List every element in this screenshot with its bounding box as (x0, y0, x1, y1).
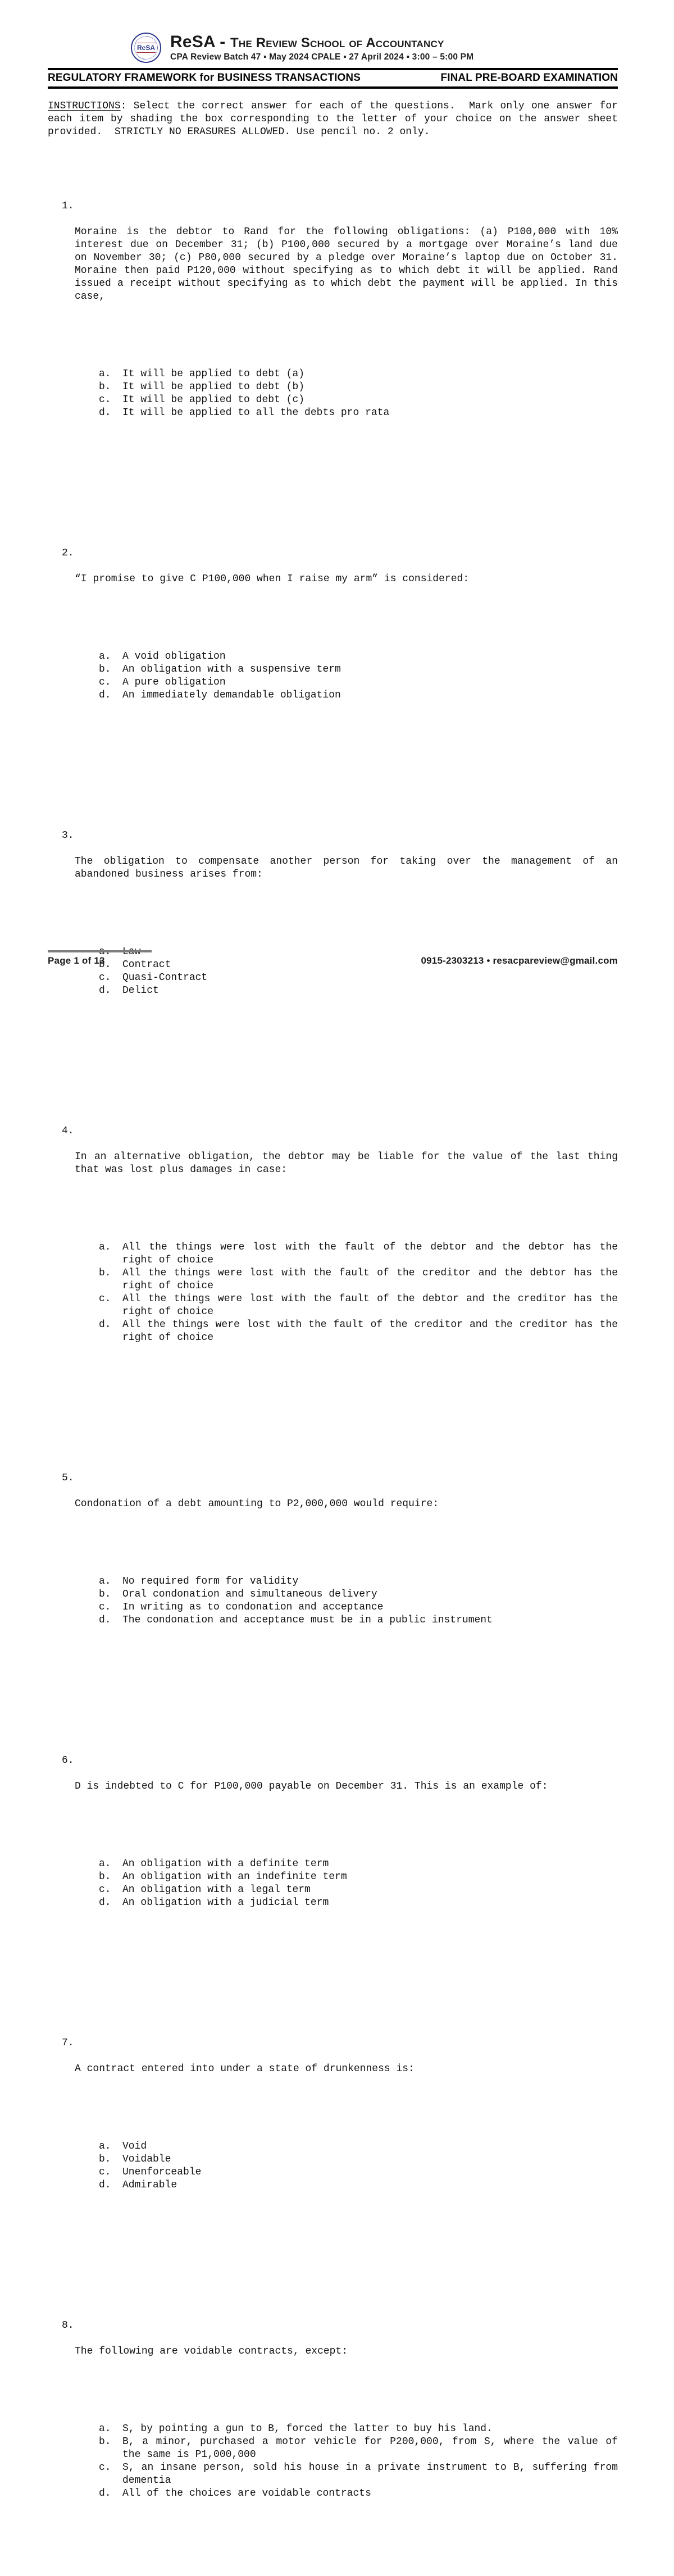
option-row (99, 1871, 618, 1884)
option-row (99, 1896, 618, 1909)
option-letter: c. (99, 972, 111, 983)
option-text: S, by pointing a gun to B, forced the latter to buy his land. (122, 2423, 493, 2434)
instructions-text: : Select the correct answer for each of the questions. Mark only one answer for each item by shading the box corresponding to the letter of your choice on the answer sheet provided. STRICTLY NO ERASURES ALLOWED. Use pencil no. 2 only. (48, 101, 624, 138)
question-row (48, 1472, 618, 1653)
option-letter: a. (99, 1242, 111, 1253)
option-letter: b. (99, 2154, 111, 2165)
option-text: Quasi-Contract (122, 972, 208, 983)
option-row (99, 2461, 624, 2487)
option-row (99, 984, 618, 997)
footer-left (48, 950, 152, 966)
question-row (48, 200, 624, 445)
option-letter: b. (99, 664, 111, 675)
question-number: 8. (62, 2320, 74, 2331)
option-row (99, 676, 618, 689)
option-text: A void obligation (122, 651, 226, 662)
question-number: 3. (62, 830, 74, 841)
resa-logo-text: ReSA (136, 44, 155, 52)
question-number: 5. (62, 1472, 74, 1484)
brand-resa: ReSA (170, 32, 215, 51)
option-letter: a. (99, 651, 111, 662)
question-text: The obligation to compensate another person for taking over the management of an abandoned business arises from: (75, 856, 624, 880)
document-header (48, 31, 618, 89)
subject-title: REGULATORY FRAMEWORK for BUSINESS TRANSACTIONS (48, 72, 361, 84)
option-text: All the things were lost with the fault of the debtor and the creditor has the right of choice (122, 1293, 624, 1317)
document-footer (48, 950, 618, 966)
question-text: The following are voidable contracts, except: (75, 2346, 348, 2357)
question-body (75, 2037, 618, 2218)
question-body (75, 547, 618, 728)
option-text: S, an insane person, sold his house in a private instrument to B, suffering from dementia (122, 2462, 624, 2486)
option-text: Void (122, 2141, 147, 2152)
question-item (48, 2294, 624, 2552)
question-number: 1. (62, 200, 74, 212)
option-list (99, 1537, 618, 1627)
option-letter: c. (99, 2167, 111, 2178)
option-row (99, 407, 618, 420)
option-letter: b. (99, 1589, 111, 1600)
option-text: All the things were lost with the fault of the creditor and the creditor has the right of choice (122, 1319, 624, 1343)
question-text: “I promise to give C P100,000 when I raise my arm” is considered: (75, 573, 470, 585)
option-row (99, 1601, 618, 1614)
question-item (48, 2011, 618, 2244)
option-letter: d. (99, 1897, 111, 1908)
option-row (99, 2436, 624, 2461)
option-letter: a. (99, 2423, 111, 2434)
option-text: An obligation with a definite term (122, 1858, 329, 1870)
option-row (99, 2140, 618, 2153)
exam-type-title: FINAL PRE-BOARD EXAMINATION (440, 72, 618, 84)
option-row (99, 2179, 618, 2192)
option-text: Voidable (122, 2154, 171, 2165)
option-letter: c. (99, 1293, 111, 1305)
question-item (48, 804, 624, 1049)
option-text: The condonation and acceptance must be in a public instrument (122, 1615, 493, 1626)
option-text: It will be applied to debt (a) (122, 368, 305, 380)
question-item (48, 1729, 618, 1961)
instructions-paragraph (48, 100, 624, 139)
question-row (48, 2037, 618, 2218)
option-text: A pure obligation (122, 677, 226, 688)
option-text: Admirable (122, 2180, 177, 2191)
question-number: 4. (62, 1125, 74, 1137)
option-text: All of the choices are voidable contracts (122, 2488, 371, 2499)
question-body (75, 1125, 624, 1370)
question-text: D is indebted to C for P100,000 payable on December 31. This is an example of: (75, 1781, 548, 1792)
question-body (75, 200, 624, 445)
option-letter: d. (99, 985, 111, 996)
option-row (99, 1884, 618, 1896)
option-row (99, 1858, 618, 1871)
question-row (48, 1125, 624, 1370)
option-letter: c. (99, 1602, 111, 1613)
option-row (99, 2153, 618, 2166)
option-letter: a. (99, 1576, 111, 1587)
question-text: Condonation of a debt amounting to P2,000,000 would require: (75, 1498, 439, 1510)
option-text: It will be applied to debt (b) (122, 381, 305, 393)
option-text: An immediately demandable obligation (122, 690, 341, 701)
question-row (48, 829, 624, 1023)
option-text: It will be applied to debt (c) (122, 394, 305, 405)
option-letter: b. (99, 1871, 111, 1882)
option-row (99, 1241, 624, 1267)
instructions-label: INSTRUCTIONS (48, 101, 121, 112)
option-letter: c. (99, 677, 111, 688)
contact-info: 0915-2303213 • resacpareview@gmail.com (421, 955, 618, 966)
question-row (48, 1754, 618, 1935)
option-letter: d. (99, 1615, 111, 1626)
option-text: An obligation with a suspensive term (122, 664, 341, 675)
option-text: All the things were lost with the fault of the creditor and the debtor has the right of choice (122, 1268, 624, 1292)
option-row (99, 2487, 618, 2500)
option-letter: b. (99, 381, 111, 393)
question-row (48, 547, 618, 728)
option-row (99, 650, 618, 663)
option-letter: a. (99, 2141, 111, 2152)
option-letter: b. (99, 959, 111, 970)
option-letter: b. (99, 1268, 111, 1279)
option-text: An obligation with an indefinite term (122, 1871, 347, 1882)
school-name-title (170, 33, 473, 51)
question-body (75, 1754, 618, 1935)
option-text: Oral condonation and simultaneous delivery (122, 1589, 377, 1600)
resa-logo-seal-icon (131, 33, 161, 63)
option-row (99, 1293, 624, 1319)
option-text: An obligation with a judicial term (122, 1897, 329, 1908)
option-list (99, 2384, 624, 2500)
option-letter: d. (99, 1319, 111, 1330)
question-text: A contract entered into under a state of drunkenness is: (75, 2063, 415, 2075)
question-number: 2. (62, 548, 74, 559)
option-text: An obligation with a legal term (122, 1884, 311, 1895)
option-row (99, 2166, 618, 2179)
option-text: B, a minor, purchased a motor vehicle for P200,000, from S, where the value of the same is P1,000,000 (122, 2436, 624, 2460)
footer-divider-line (48, 950, 152, 952)
question-item (48, 521, 618, 754)
option-row (99, 2423, 618, 2436)
question-number: 6. (62, 1755, 74, 1766)
option-row (99, 394, 618, 407)
question-item (48, 1446, 618, 1679)
option-row (99, 368, 618, 381)
option-row (99, 1267, 624, 1293)
subject-bar (48, 68, 618, 89)
option-row (99, 381, 618, 394)
option-row (99, 689, 618, 702)
question-item (48, 1099, 624, 1396)
option-letter: b. (99, 2436, 111, 2447)
question-text: In an alternative obligation, the debtor may be liable for the value of the last thing that was lost plus damages in case: (75, 1151, 624, 1175)
option-list (99, 329, 618, 420)
question-row (48, 2319, 624, 2526)
page-number: Page 1 of 13 (48, 955, 105, 966)
option-text: Delict (122, 985, 159, 996)
exam-session-info: CPA Review Batch 47 ▪ May 2024 CPALE ▪ 27 April 2024 ▪ 3:00 – 5:00 PM (170, 52, 474, 62)
option-text: In writing as to condonation and acceptance (122, 1602, 384, 1613)
option-letter: c. (99, 2462, 111, 2473)
option-letter: d. (99, 407, 111, 418)
option-letter: c. (99, 1884, 111, 1895)
option-list (99, 612, 618, 702)
question-body (75, 2319, 624, 2526)
question-list (48, 148, 624, 2576)
brand-row (131, 31, 618, 64)
option-letter: c. (99, 394, 111, 405)
option-text: Unenforceable (122, 2167, 202, 2178)
question-item (48, 174, 624, 471)
option-list (99, 1202, 624, 1344)
option-row (99, 972, 618, 984)
option-text: Contract (122, 959, 171, 970)
option-letter: d. (99, 690, 111, 701)
question-number: 7. (62, 2037, 74, 2049)
option-row (99, 1614, 618, 1627)
brand-text-block (170, 33, 473, 63)
question-text: Moraine is the debtor to Rand for the following obligations: (a) P100,000 with 10% interest due on December 31; (b) P100,000 secured by a mortgage over Moraine’s land due on November 30; (c) P80,000 secured by a pledge over Moraine’s laptop due on October 31. Moraine then paid P120,000 without specifying as to which debt it will be applied. Rand issued a receipt without specifying as to which debt the payment will be applied. In this case, (75, 226, 624, 302)
option-letter: a. (99, 1858, 111, 1870)
option-row (99, 663, 618, 676)
option-row (99, 1319, 624, 1344)
option-text: No required form for validity (122, 1576, 299, 1587)
option-text: It will be applied to all the debts pro rata (122, 407, 390, 418)
question-body (75, 1472, 618, 1653)
brand-school-name: The Review School of Accountancy (230, 35, 444, 51)
option-text: All the things were lost with the fault of the debtor and the debtor has the right of choice (122, 1242, 624, 1266)
option-letter: d. (99, 2488, 111, 2499)
option-list (99, 2101, 618, 2192)
brand-separator: - (215, 32, 230, 51)
option-row (99, 1588, 618, 1601)
option-row (99, 1575, 618, 1588)
question-body (75, 829, 624, 1023)
option-letter: d. (99, 2180, 111, 2191)
option-list (99, 1819, 618, 1909)
option-letter: a. (99, 368, 111, 380)
